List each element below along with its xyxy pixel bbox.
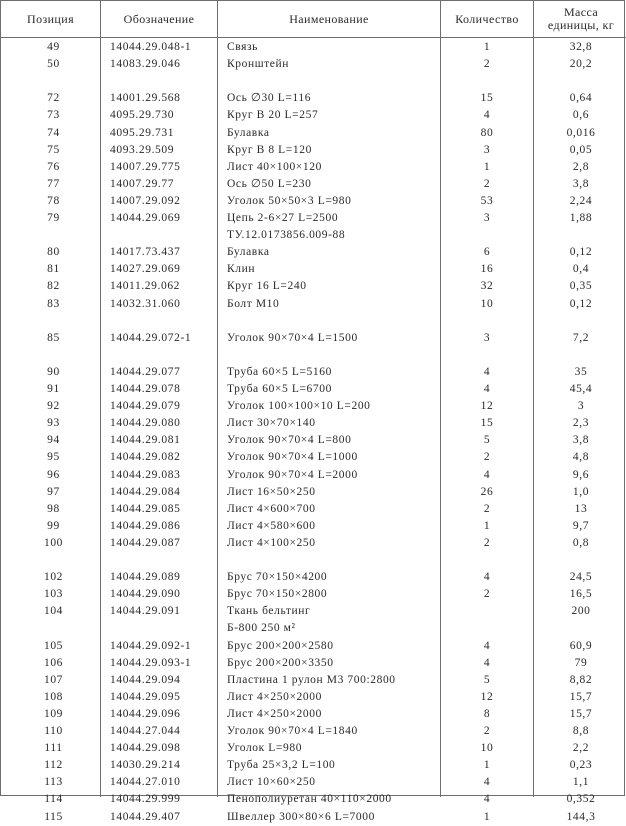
row-position: 105 xyxy=(43,639,64,652)
table-row xyxy=(1,672,626,689)
row-mass: 0,8 xyxy=(572,536,590,549)
row-designation: 14044.29.086 xyxy=(110,519,181,532)
row-name: Лист 10×60×250 xyxy=(227,776,316,789)
row-designation: 14044.29.092-1 xyxy=(110,639,192,652)
row-name: Уголок 90×70×4 L=1000 xyxy=(227,451,358,464)
row-position: 107 xyxy=(43,673,64,686)
row-mass: 79 xyxy=(574,656,588,669)
row-quantity: 80 xyxy=(480,126,494,139)
row-quantity: 15 xyxy=(480,92,494,105)
row-quantity: 2 xyxy=(483,502,491,515)
row-quantity: 1 xyxy=(483,810,491,823)
row-mass: 200 xyxy=(571,605,591,618)
row-quantity: 1 xyxy=(483,160,491,173)
row-name: Круг 16 L=240 xyxy=(227,280,307,293)
row-designation: 14044.27.044 xyxy=(110,725,181,737)
row-quantity: 4 xyxy=(483,793,491,806)
row-quantity: 4 xyxy=(483,639,491,652)
table-row xyxy=(1,90,626,107)
row-name: Булавка xyxy=(227,246,270,259)
row-quantity: 5 xyxy=(483,434,491,447)
row-designation: 14083.29.046 xyxy=(110,58,181,71)
row-quantity: 2 xyxy=(483,725,491,737)
row-name: Круг В 8 L=120 xyxy=(227,143,312,156)
row-mass: 7,2 xyxy=(572,331,590,344)
row-designation: 14044.29.090 xyxy=(110,588,181,601)
row-name: Лист 40×100×120 xyxy=(227,160,322,173)
row-quantity: 4 xyxy=(483,571,491,584)
row-position: 96 xyxy=(47,468,60,481)
table-row xyxy=(1,398,626,415)
row-position: 81 xyxy=(47,263,60,276)
table-row xyxy=(1,638,626,655)
row-quantity: 1 xyxy=(483,759,491,772)
row-name: Цепь 2-6×27 L=2500 xyxy=(227,212,339,224)
table-row xyxy=(1,347,626,364)
row-name: Лист 4×580×600 xyxy=(227,519,316,532)
row-position: 106 xyxy=(43,656,64,669)
table-row xyxy=(1,706,626,723)
row-designation: 14044.27.010 xyxy=(110,776,181,789)
row-quantity: 5 xyxy=(483,673,491,686)
row-quantity: 4 xyxy=(483,468,491,481)
table-row xyxy=(1,552,626,569)
row-mass: 0,23 xyxy=(569,759,593,772)
row-name: Булавка xyxy=(227,126,270,139)
table-row xyxy=(1,330,626,347)
table-row xyxy=(1,313,626,330)
table-row xyxy=(1,39,626,56)
row-quantity: 12 xyxy=(480,690,494,703)
header-quantity: Количество xyxy=(455,11,519,26)
table-row xyxy=(1,774,626,791)
row-name: Связь xyxy=(227,41,259,53)
row-mass: 8,8 xyxy=(572,725,590,737)
row-position: 99 xyxy=(47,519,60,532)
row-mass: 0,352 xyxy=(566,793,596,806)
table-row xyxy=(1,193,626,210)
table-row xyxy=(1,740,626,757)
row-position: 110 xyxy=(44,725,63,737)
table-row xyxy=(1,689,626,706)
table-row xyxy=(1,655,626,672)
row-quantity: 32 xyxy=(480,280,494,293)
row-position: 94 xyxy=(47,434,60,447)
row-position: 74 xyxy=(47,126,60,139)
table-row xyxy=(1,620,626,637)
row-position: 83 xyxy=(47,297,60,310)
row-mass: 0,6 xyxy=(572,109,590,122)
row-position: 95 xyxy=(47,451,60,464)
row-quantity: 4 xyxy=(483,776,491,789)
row-position: 85 xyxy=(47,331,60,344)
table-row xyxy=(1,296,626,313)
row-designation: 14044.29.080 xyxy=(110,417,181,430)
row-designation: 14017.73.437 xyxy=(110,246,181,259)
row-name: Труба 60×5 L=6700 xyxy=(227,383,332,395)
row-quantity: 4 xyxy=(483,109,491,122)
row-name: Лист 4×250×2000 xyxy=(227,707,322,720)
row-name: Брус 70×150×4200 xyxy=(227,571,328,584)
row-quantity: 1 xyxy=(483,41,491,53)
row-position: 77 xyxy=(47,177,60,190)
row-position: 112 xyxy=(44,759,63,772)
row-position: 114 xyxy=(44,793,63,806)
table-row xyxy=(1,484,626,501)
row-name: Труба 25×3,2 L=100 xyxy=(227,759,336,772)
row-mass: 3 xyxy=(577,400,585,413)
row-designation: 4093.29.509 xyxy=(110,143,175,156)
row-position: 113 xyxy=(44,776,63,789)
row-mass: 24,5 xyxy=(569,571,593,584)
row-designation: 14007.29.092 xyxy=(110,194,181,207)
row-position: 90 xyxy=(47,365,60,378)
row-position: 49 xyxy=(47,41,60,53)
row-mass: 0,12 xyxy=(569,297,593,310)
row-designation: 14027.29.069 xyxy=(110,263,181,276)
row-mass: 144,3 xyxy=(566,810,596,823)
row-quantity: 4 xyxy=(483,365,491,378)
row-designation: 14044.29.095 xyxy=(110,690,181,703)
row-mass: 20,2 xyxy=(569,58,593,71)
row-position: 82 xyxy=(47,280,60,293)
row-designation: 14044.29.093-1 xyxy=(110,656,192,669)
row-name: Труба 60×5 L=5160 xyxy=(227,365,332,378)
row-quantity: 2 xyxy=(483,177,491,190)
table-row xyxy=(1,723,626,740)
row-quantity: 8 xyxy=(483,707,491,720)
row-position: 80 xyxy=(47,246,60,259)
header-position: Позиция xyxy=(27,11,74,26)
row-position: 100 xyxy=(43,536,64,549)
row-position: 78 xyxy=(47,194,60,207)
row-name: Ткань бельтинг xyxy=(227,605,311,618)
row-name: Кронштейн xyxy=(227,58,290,71)
table-row xyxy=(1,142,626,159)
row-mass: 0,016 xyxy=(566,126,596,139)
table-row xyxy=(1,809,626,826)
row-position: 91 xyxy=(47,383,60,395)
row-designation: 14044.29.999 xyxy=(110,793,181,806)
row-designation: 14044.29.085 xyxy=(110,502,181,515)
row-designation: 14044.29.094 xyxy=(110,673,181,686)
row-name: Лист 16×50×250 xyxy=(227,485,316,498)
row-designation: 14030.29.214 xyxy=(110,759,181,772)
row-designation: 14044.29.078 xyxy=(110,383,181,395)
row-designation: 14011.29.062 xyxy=(110,280,181,293)
row-quantity: 3 xyxy=(483,331,491,344)
row-mass: 3,8 xyxy=(572,434,590,447)
row-designation: 14044.29.079 xyxy=(110,400,181,413)
row-name: Круг В 20 L=257 xyxy=(227,109,319,122)
row-name: Клин xyxy=(227,263,256,276)
table-row xyxy=(1,56,626,73)
row-position: 72 xyxy=(47,92,60,105)
row-position: 115 xyxy=(44,810,63,823)
row-mass: 4,8 xyxy=(572,451,590,464)
row-designation: 14044.29.077 xyxy=(110,365,181,378)
row-quantity: 4 xyxy=(483,383,491,395)
row-quantity: 2 xyxy=(483,588,491,601)
row-position: 73 xyxy=(47,109,60,122)
row-designation: 14044.29.098 xyxy=(110,742,181,755)
row-name: Лист 30×70×140 xyxy=(227,417,316,430)
row-quantity: 2 xyxy=(483,536,491,549)
table-row xyxy=(1,261,626,278)
row-designation: 14044.29.089 xyxy=(110,571,181,584)
row-position: 79 xyxy=(47,212,60,224)
row-position: 104 xyxy=(43,605,64,618)
table-row xyxy=(1,501,626,518)
row-quantity: 10 xyxy=(480,297,494,310)
row-mass: 1,0 xyxy=(572,485,590,498)
table-row xyxy=(1,467,626,484)
row-designation: 14044.29.083 xyxy=(110,468,181,481)
row-designation: 14044.29.091 xyxy=(110,605,181,618)
row-name: Швеллер 300×80×6 L=7000 xyxy=(227,810,375,823)
row-name: Болт М10 xyxy=(227,297,280,310)
row-quantity: 26 xyxy=(480,485,494,498)
row-name: Уголок 100×100×10 L=200 xyxy=(227,400,371,413)
row-position: 103 xyxy=(43,588,64,601)
table-row xyxy=(1,586,626,603)
row-mass: 45,4 xyxy=(569,383,593,395)
row-mass: 60,9 xyxy=(569,639,593,652)
row-quantity: 16 xyxy=(480,263,494,276)
row-position: 75 xyxy=(47,143,60,156)
row-designation: 14044.29.072-1 xyxy=(110,331,192,344)
row-position: 76 xyxy=(47,160,60,173)
row-name: Уголок L=980 xyxy=(227,742,303,755)
row-mass: 35 xyxy=(574,365,588,378)
row-designation: 14044.29.087 xyxy=(110,536,181,549)
table-row xyxy=(1,791,626,808)
row-mass: 3,8 xyxy=(572,177,590,190)
table-row xyxy=(1,432,626,449)
row-position: 111 xyxy=(44,742,63,755)
row-designation: 14044.29.048-1 xyxy=(110,41,192,53)
row-mass: 15,7 xyxy=(569,707,593,720)
row-position: 102 xyxy=(43,571,64,584)
row-mass: 0,35 xyxy=(569,280,593,293)
row-quantity: 2 xyxy=(483,58,491,71)
table-row xyxy=(1,278,626,295)
row-name: Пенополиуретан 40×110×2000 xyxy=(227,793,392,806)
row-position: 92 xyxy=(47,400,60,413)
row-quantity: 3 xyxy=(483,212,491,224)
row-mass: 9,6 xyxy=(572,468,590,481)
table-row xyxy=(1,227,626,244)
row-mass: 2,2 xyxy=(572,742,590,755)
row-designation: 14044.29.096 xyxy=(110,707,181,720)
row-designation: 14044.29.407 xyxy=(110,810,181,823)
row-designation: 14044.29.082 xyxy=(110,451,181,464)
row-designation: 14044.29.069 xyxy=(110,212,181,224)
row-name: Ось ∅30 L=116 xyxy=(227,92,312,105)
header-mass: Масса единицы, кг xyxy=(547,5,615,32)
row-quantity: 2 xyxy=(483,451,491,464)
table-row xyxy=(1,518,626,535)
row-position: 50 xyxy=(47,58,60,71)
row-mass: 9,7 xyxy=(572,519,590,532)
row-position: 97 xyxy=(47,485,60,498)
row-name: Б-800 250 м² xyxy=(227,622,296,635)
row-designation: 14007.29.775 xyxy=(110,160,181,173)
row-quantity: 6 xyxy=(483,246,491,259)
table-row xyxy=(1,176,626,193)
row-position: 108 xyxy=(43,690,64,703)
row-quantity: 3 xyxy=(483,143,491,156)
row-quantity: 12 xyxy=(480,400,494,413)
row-quantity: 1 xyxy=(483,519,491,532)
row-designation: 14044.29.084 xyxy=(110,485,181,498)
table-row xyxy=(1,569,626,586)
row-designation: 14044.29.081 xyxy=(110,434,181,447)
table-row xyxy=(1,535,626,552)
row-designation: 14032.31.060 xyxy=(110,297,181,310)
row-mass: 0,05 xyxy=(569,143,593,156)
row-name: Лист 4×250×2000 xyxy=(227,690,322,703)
table-row xyxy=(1,381,626,398)
row-mass: 2,24 xyxy=(569,194,593,207)
row-name: Ось ∅50 L=230 xyxy=(227,177,312,190)
row-name: Уголок 50×50×3 L=980 xyxy=(227,194,352,207)
row-mass: 15,7 xyxy=(569,690,593,703)
table-row xyxy=(1,757,626,774)
table-row xyxy=(1,73,626,90)
table-row xyxy=(1,107,626,124)
row-name: Пластина 1 рулон М3 700:2800 xyxy=(227,673,396,686)
table-row xyxy=(1,603,626,620)
row-mass: 0,4 xyxy=(572,263,590,276)
row-mass: 16,5 xyxy=(569,588,593,601)
table-row xyxy=(1,364,626,381)
row-name: Уголок 90×70×4 L=1840 xyxy=(227,725,358,737)
row-name: ТУ.12.0173856.009-88 xyxy=(227,229,346,242)
row-quantity: 15 xyxy=(480,417,494,430)
table-row xyxy=(1,244,626,261)
row-mass: 0,64 xyxy=(569,92,593,105)
row-name: Брус 200×200×2580 xyxy=(227,639,334,652)
header-name: Наименование xyxy=(289,11,369,26)
table-row xyxy=(1,159,626,176)
row-name: Брус 200×200×3350 xyxy=(227,656,334,669)
row-mass: 0,12 xyxy=(569,246,593,259)
header-divider xyxy=(1,37,626,38)
row-designation: 4095.29.731 xyxy=(110,126,175,139)
row-name: Уголок 90×70×4 L=800 xyxy=(227,434,352,447)
row-position: 93 xyxy=(47,417,60,430)
row-position: 98 xyxy=(47,502,60,515)
row-mass: 8,82 xyxy=(569,673,593,686)
table-row xyxy=(1,449,626,466)
row-name: Лист 4×100×250 xyxy=(227,536,316,549)
row-mass: 2,3 xyxy=(572,417,590,430)
row-mass: 13 xyxy=(574,502,588,515)
row-mass: 2,8 xyxy=(572,160,590,173)
table-row xyxy=(1,125,626,142)
row-quantity: 4 xyxy=(483,656,491,669)
row-mass: 1,1 xyxy=(572,776,590,789)
row-designation: 14007.29.77 xyxy=(110,177,175,190)
row-name: Брус 70×150×2800 xyxy=(227,588,328,601)
row-name: Уголок 90×70×4 L=1500 xyxy=(227,331,358,344)
row-designation: 4095.29.730 xyxy=(110,109,175,122)
row-quantity: 10 xyxy=(480,742,494,755)
row-quantity: 53 xyxy=(480,194,494,207)
row-position: 109 xyxy=(43,707,64,720)
table-row xyxy=(1,210,626,227)
row-name: Уголок 90×70×4 L=2000 xyxy=(227,468,358,481)
table-row xyxy=(1,415,626,432)
row-mass: 1,88 xyxy=(569,212,593,224)
header-designation: Обозначение xyxy=(123,11,195,26)
row-designation: 14001.29.568 xyxy=(110,92,181,105)
row-name: Лист 4×600×700 xyxy=(227,502,316,515)
row-mass: 32,8 xyxy=(569,41,593,53)
